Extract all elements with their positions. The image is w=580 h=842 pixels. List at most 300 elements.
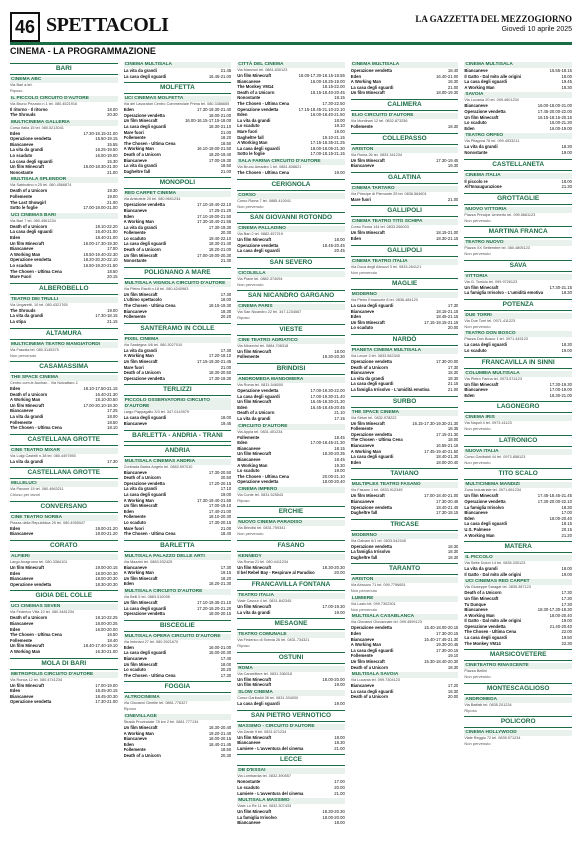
city-heading: ERCHIE <box>237 506 345 518</box>
film-title: Un film Minecraft <box>123 252 158 258</box>
showtimes: 18.15-21.15 <box>436 308 459 314</box>
film-title: The Chosen - Ultima Cena <box>10 632 62 638</box>
cinema-name: CINEMA TEATRO TITO SCHIPA <box>351 219 459 225</box>
film-title: Biancaneve <box>237 740 261 746</box>
film-title: Un film Minecraft <box>10 565 44 571</box>
film-title: Un film Minecraft <box>350 157 385 163</box>
cinema-name: TEATRO NUOVO <box>464 240 572 246</box>
showtimes: 17.00-20.10-18.30 <box>83 402 118 408</box>
showtimes: 18.00 <box>334 820 345 826</box>
showtimes: 17.30 <box>447 364 459 370</box>
showtimes: 18.00-20.15 <box>208 611 232 617</box>
showtimes: 17.00-19.00 <box>549 387 572 393</box>
film-title: La casa degli sguardi <box>123 73 167 79</box>
film-title: Eden <box>123 508 134 514</box>
cinema-name: MODERNO <box>351 292 459 298</box>
film-title: Biancaneve <box>237 820 261 826</box>
showtime-row <box>237 701 345 707</box>
film-title: La casa degli sguardi <box>123 491 167 497</box>
showtimes: 17.30-20.00-22.10 <box>537 498 572 504</box>
city-heading: POLICORO <box>464 716 572 728</box>
cinema-name: MODERNO <box>351 533 459 539</box>
cinema-status: Chiuso per lavori <box>10 492 41 498</box>
showtimes: 18.40-21.30 <box>436 454 459 460</box>
cinema-address: Centro com.le Auchan - Via Noicattaro 2 <box>10 381 78 386</box>
city-heading: FRANCAVILLA IN SINNI <box>464 357 572 369</box>
cinema-name: CINEMA ITALIA <box>464 173 572 179</box>
cinema-name: CINEMA HOLLYWOOD <box>464 730 572 736</box>
showtimes: 20.20 <box>220 667 232 673</box>
showtimes: 20.45 <box>334 248 345 254</box>
showtimes: 17.00 <box>334 779 345 785</box>
showtimes: 18.00-20.40 <box>436 459 459 465</box>
showtimes: 18.00-20.00 <box>322 676 345 682</box>
showtimes: 18.20-21.30 <box>208 581 232 587</box>
cinema-name: MULTISALA PALAZZO DELLE ARTI <box>124 554 232 560</box>
showtimes: 17.20-18.10 <box>208 353 232 359</box>
film-title: The Shrouds <box>10 307 36 313</box>
film-title: Lo scaduto <box>123 519 146 525</box>
showtimes: 18.50 <box>220 140 232 146</box>
showtime-row <box>351 90 459 96</box>
city-heading: CASTELLANETA <box>464 159 572 171</box>
showtime-row <box>351 197 459 203</box>
city-heading: POLIGNANO A MARE <box>124 267 232 279</box>
city-heading: FOGGIA <box>124 681 232 693</box>
showtimes: 16.00-20.00 <box>95 626 118 632</box>
film-title: La casa degli sguardi <box>123 241 167 247</box>
showtimes: 18.15 <box>561 521 572 527</box>
film-title: Operazione vendetta <box>123 375 165 381</box>
showtime-row <box>351 665 459 671</box>
showtimes: 16.15-17.30-19.30-21.30 <box>412 420 459 426</box>
showtimes: 18.30 <box>447 664 459 670</box>
film-title: Un film Minecraft <box>237 399 272 405</box>
showtime-row <box>464 150 572 156</box>
showtimes: 18.50-19.40-22.30 <box>83 251 118 257</box>
showtimes: 19.00-21.20 <box>95 525 118 531</box>
showtimes: 18.00 <box>334 734 345 740</box>
showtimes: 17.30-20.50 <box>208 469 232 475</box>
film-title: A Working Man <box>350 448 382 454</box>
film-title: Operazione vendetta <box>123 202 165 208</box>
film-title: Biancaneve <box>464 103 488 109</box>
showtimes: 22.00 <box>561 629 572 635</box>
cinema-status: Non pervenuto <box>464 251 491 257</box>
film-title: The Shrouds <box>10 112 36 118</box>
cinema-name: TEATRO DEI TRULLI <box>10 297 118 303</box>
cinema-status: Riposo <box>10 88 23 93</box>
showtimes: 17.15-19.30-21.45 <box>196 359 232 364</box>
film-title: Nonostante <box>10 169 34 175</box>
cinema-address: Via Giovanni Giovannale tel. 099.4599123 <box>350 620 422 625</box>
film-title: La casa degli sguardi <box>350 84 394 90</box>
film-title: Death of a Unicorn <box>10 188 48 194</box>
film-title: Biancaneve <box>123 656 147 662</box>
film-title: La famiglia Irrisolvo - L'umidità emotiva <box>464 290 544 296</box>
film-title: Un film Minecraft <box>123 575 158 581</box>
cinema-name: MILLELUCI <box>10 481 118 487</box>
cinema-name: CORSO <box>237 193 345 199</box>
showtimes: 21.15 <box>107 318 118 324</box>
cinema-address: Contrada Barba Angelo tel. 0883.597010 <box>123 464 193 469</box>
city-heading: BARLETTA - ANDRIA - TRANI <box>124 430 232 442</box>
film-title: Operazione vendetta <box>350 359 392 364</box>
film-title: Biancaneve <box>350 683 375 689</box>
showtimes: 16.50 <box>107 632 118 638</box>
showtimes: 22.30 <box>561 640 572 646</box>
showtime-row <box>351 460 459 466</box>
showtime-row <box>237 479 345 485</box>
cinema-address: Via Pietro Farina tel. 0973.574123 <box>464 376 522 381</box>
cinema-status: Riposo <box>237 643 250 649</box>
city-heading: CONVERSANO <box>10 501 118 513</box>
showtimes: 17.30-20.15 <box>208 519 232 525</box>
showtimes: 18.30-21.00 <box>549 392 572 398</box>
cinema-address: Via Conte tel. 0831.525543 <box>237 492 284 497</box>
film-title: La casa degli sguardi <box>10 229 53 235</box>
film-title: Biancaneve <box>350 370 375 376</box>
cinema-status: Non pervenuto <box>464 459 491 465</box>
film-title: L'ultimo spettacolo <box>123 297 162 303</box>
showtime-row <box>10 531 118 537</box>
film-title: Operazione vendetta <box>350 431 392 437</box>
showtimes: 18.00 <box>334 237 345 242</box>
cinema-name: VITTORIA <box>464 274 572 280</box>
film-title: Un film Minecraft <box>237 682 272 688</box>
city-heading: VIESTE <box>237 324 345 336</box>
showtimes: 21.00 <box>220 525 232 531</box>
showtimes: 19.40-22.10 <box>208 235 232 241</box>
city-heading: CASTELLANA GROTTE <box>10 434 118 446</box>
showtimes: 15.30-18.40-20.30 <box>424 659 459 665</box>
film-title: Eden <box>123 581 134 587</box>
showtimes: 18.30 <box>447 688 459 694</box>
showtimes: 21.40-20.40 <box>549 623 572 629</box>
showtimes: 17.30-20.15 <box>436 631 459 637</box>
showtimes: 19.00 <box>334 700 345 706</box>
film-title: Eden <box>10 130 21 136</box>
film-title: Un film Minecraft <box>237 564 272 570</box>
film-title: Mare fuori <box>350 196 372 202</box>
showtime-row <box>124 421 232 427</box>
showtimes: 18.00-19.30 <box>436 90 459 96</box>
cinema-status: Non pervenuto <box>464 674 491 680</box>
cinema-name: TEATRO ORFEO <box>464 133 572 139</box>
showtimes: 21.15 <box>447 381 459 387</box>
city-heading: LATRONICO <box>464 435 572 447</box>
cinema-name: SAVOIA <box>464 92 572 98</box>
film-title: Follemente <box>350 426 373 432</box>
city-heading: GALLIPOLI <box>351 245 459 257</box>
city-heading: MONTESCAGLIOSO <box>464 683 572 695</box>
cinema-name: NUOVA ITALIA <box>464 449 572 455</box>
showtimes: 18.35 <box>447 426 459 432</box>
film-title: Operazione vendetta <box>464 108 506 114</box>
film-title: Lo scaduto <box>10 262 33 268</box>
film-title: Biancaneve <box>350 308 375 314</box>
cinema-name: MULTISALA SPLENDOR <box>10 177 118 183</box>
film-title: La vita da grandi <box>464 566 498 572</box>
film-title: Mare fuori <box>237 128 258 134</box>
showtimes: 21.30 <box>561 184 572 190</box>
showtime-row <box>10 170 118 176</box>
city-heading: TAVIANO <box>351 468 459 480</box>
film-title: Eden <box>10 626 21 632</box>
film-title: Un film Minecraft <box>464 493 499 499</box>
showtimes: 17.30-19.45 <box>436 157 459 163</box>
city-heading: TRICASE <box>351 519 459 531</box>
showtime-row <box>124 673 232 679</box>
film-title: La vita da grandi <box>237 609 271 615</box>
showtimes: 18.30 <box>447 375 459 381</box>
showtimes: 20.00 <box>447 694 459 700</box>
showtimes: 18.50 <box>107 268 118 274</box>
film-title: Operazione vendetta <box>350 543 392 549</box>
showtimes: 18.30 <box>107 188 118 194</box>
film-title: Dagheltre fall <box>350 510 378 516</box>
showtimes: 18.30-21.40 <box>208 241 232 247</box>
showtimes: 16.40-21.00 <box>436 73 459 79</box>
showtime-row <box>464 348 572 354</box>
newspaper-name: LA GAZZETTA DEL MEZZOGIORNO <box>415 14 572 24</box>
city-heading: GALATINA <box>351 172 459 184</box>
cinema-address: Via Mazzini tel. 0883.532425 <box>123 559 173 564</box>
showtimes: 18.00-20.40 <box>322 479 345 485</box>
cinema-address: Via Bari 7 tel. 080.4561234 <box>10 218 56 223</box>
film-title: Lumiere - L'avventura del cinema <box>237 745 304 751</box>
cinema-address: Viale Reggio 72 tel. 0835.971234 <box>464 736 521 741</box>
film-title: La vita da grandi <box>10 414 44 419</box>
cinema-name: RED CARPET CINEMA <box>124 191 232 197</box>
film-title: The Chosen - Ultima Cena <box>123 303 176 309</box>
showtimes: 17.30 <box>561 595 572 601</box>
showtimes: 18.30 <box>561 504 572 510</box>
cinema-address: Via Abruzzo 71 tel. 099.7796651 <box>350 583 406 588</box>
cinema-address: Via Belli 5 tel. 0883.510098 <box>123 595 170 600</box>
film-title: Un film Minecraft <box>10 164 44 170</box>
city-heading: BISCEGLIE <box>124 620 232 632</box>
cinema-address: Via Due Torri tel. 0971.411223 <box>464 318 516 323</box>
cinema-name: MULTISALA CINEMAS ANDRIA <box>124 459 232 465</box>
showtimes: 18.00-20.25 <box>95 621 118 627</box>
showtimes: 19.00-21.20 <box>95 531 118 537</box>
cinema-name: NUOVO VITTORIA <box>464 207 572 213</box>
city-heading: FRANCAVILLA FONTANA <box>237 579 345 591</box>
cinema-address: Via Dante 9 tel. 0831.671234 <box>237 729 287 734</box>
showtimes: 16.10-19.00-21.50 <box>196 146 232 152</box>
showtime-row <box>237 248 345 254</box>
cinema-name: CINEMA IRIS <box>464 415 572 421</box>
showtime-row <box>351 510 459 516</box>
listing-column <box>237 60 345 838</box>
city-heading: SAN PIETRO VERNOTICO <box>237 710 345 722</box>
film-title: Sotto le foglie <box>10 205 38 211</box>
film-title: Eden <box>10 570 21 576</box>
showtime-row <box>351 325 459 331</box>
cinema-name: KENNEDY <box>237 554 345 560</box>
showtimes: 19.00 <box>561 348 572 353</box>
film-title: A Working Man <box>237 462 268 468</box>
film-title: Un film Minecraft <box>350 659 385 665</box>
cinema-name: ROMA <box>237 666 345 672</box>
showtimes: 18.00-20.15 <box>208 736 232 742</box>
showtimes: 19.00 <box>220 491 232 497</box>
cinema-name: ANDROMEDA <box>464 697 572 703</box>
cinema-name: ARISTON <box>351 577 459 583</box>
film-title: La casa degli sguardi <box>350 381 394 387</box>
cinema-name: IL PICCOLO CIRCUITO D'AUTORE <box>10 96 118 102</box>
city-heading: FASANO <box>237 540 345 552</box>
cinema-address: Corso Garibaldi 38 tel. 0831.334000 <box>237 695 299 700</box>
film-title: Eden <box>123 741 134 747</box>
film-title: Eden <box>123 644 134 650</box>
film-title: Un film Minecraft <box>350 90 385 96</box>
cinema-address: Via Piave tel. 0882.374094 <box>237 276 283 281</box>
cinema-address: Via Aristotele 20 tel. 080.9691234 <box>123 197 181 202</box>
showtimes: 18.30 <box>561 84 572 90</box>
city-heading: SAVA <box>464 260 572 272</box>
film-title: Dagheltre fall <box>237 134 264 140</box>
showtimes: 21.00 <box>107 199 118 205</box>
film-title: Un film Minecraft <box>237 237 272 242</box>
cinema-address: Via Lucania 20 tel. 099.4601234 <box>464 98 519 103</box>
film-title: The Chosen - Ultima Cena <box>237 100 290 106</box>
showtimes: 18.30 <box>447 554 459 560</box>
city-heading: LAGONEGRO <box>464 401 572 413</box>
showtimes: 16.00-20.30 <box>208 650 232 656</box>
showtimes: 21.00 <box>447 196 459 202</box>
film-title: Dagheltre fall <box>123 168 151 174</box>
showtimes: 19.00-20.15 <box>95 565 118 571</box>
showtimes: 18.45 <box>334 434 345 440</box>
cinema-status: Non pervenuto <box>350 606 378 612</box>
showtimes: 19.50 <box>561 635 572 641</box>
cinema-name: TEATRO ITALIA <box>237 593 345 599</box>
cinema-name: SALA FARINA CIRCUITO D'AUTORE <box>237 159 345 165</box>
city-heading: MARSICOVETERE <box>464 649 572 661</box>
cinema-address: Via Fraudia tel. 080.3145375 <box>10 347 59 352</box>
showtime-row <box>10 425 118 431</box>
cinema-status: Riposo <box>237 315 250 321</box>
film-title: Biancaneve <box>10 531 34 537</box>
cinema-name: UCI CINEMAS BARI <box>10 213 118 219</box>
film-title: Follemente <box>237 354 260 360</box>
film-title: Un film Minecraft <box>123 661 158 667</box>
cinema-address: Via Minervini tel. 0884.708318 <box>237 343 289 348</box>
showtimes: 18.00 <box>107 414 118 419</box>
city-heading: MOLFETTA <box>124 82 232 94</box>
showtimes: 17.00-19.30 <box>208 157 232 163</box>
showtimes: 20.50 <box>220 475 232 481</box>
showtime-row <box>237 570 345 576</box>
cinema-name: NUOVO CINEMA PARADISO <box>237 520 345 526</box>
cinema-address: Via Galvani 6/1 tel. 0833.542345 <box>350 538 406 543</box>
film-title: A Working Man <box>464 532 495 538</box>
film-title: Biancaneve <box>464 510 488 516</box>
film-title: Biancaneve <box>123 308 147 314</box>
film-title: La vita da grandi <box>10 458 44 464</box>
cinema-address: Via Lucania tel. 099.7304123 <box>350 678 400 683</box>
film-title: Follemente <box>10 637 33 643</box>
cinema-address: Piazza Principe Umberto tel. 099.5661123 <box>464 212 536 217</box>
showtimes: 17.30-19.30 <box>208 375 232 381</box>
film-title: Biancaneve <box>10 693 34 699</box>
cinema-name: ALTROCINEMA <box>124 695 232 701</box>
showtimes: 19.30-20.45 <box>436 642 459 648</box>
film-title: Death of a Unicorn <box>350 664 389 670</box>
showtimes: 18.30 <box>561 342 572 348</box>
cinema-name: ARISTON <box>351 147 459 153</box>
film-title: Eden <box>237 440 248 446</box>
showtimes: 18.40-21.45 <box>436 504 459 510</box>
film-title: Death of a Unicorn <box>123 370 161 376</box>
showtimes: 18.30 <box>447 549 459 555</box>
showtimes: 18.00-17.30-18.15-18.55 <box>298 73 345 78</box>
showtimes: 18.10-22.25 <box>95 615 118 621</box>
film-title: La casa degli sguardi <box>464 521 507 527</box>
showtimes: 15.30 <box>107 158 118 164</box>
showtimes: 18.30-21.10 <box>208 123 232 129</box>
film-title: Eden <box>237 112 248 118</box>
film-title: Un film Minecraft <box>350 493 385 499</box>
showtime-row <box>351 555 459 561</box>
cinema-name: CINEMA PALLADINO <box>237 226 345 232</box>
cinema-status: Non pervenuto <box>464 741 491 747</box>
city-heading: SURBO <box>351 396 459 408</box>
film-title: Nonostante <box>237 779 261 785</box>
film-title: Follemente <box>10 194 33 200</box>
film-title: Operazione vendetta <box>10 257 52 263</box>
showtimes: 21.00 <box>447 84 459 90</box>
showtimes: 17.30-22.50 <box>322 100 345 106</box>
film-title: La vita da grandi <box>237 117 271 123</box>
showtime-row <box>237 682 345 688</box>
showtimes: 19.00 <box>334 609 345 615</box>
film-title: La vita da grandi <box>123 347 157 353</box>
film-title: Tu Dunque <box>464 601 486 607</box>
cinema-name: MULTISALA OPERA CIRCUITO D'AUTORE <box>124 634 232 640</box>
cinema-name: THE SPACE CINEMA <box>10 375 118 381</box>
film-title: La casa degli sguardi <box>464 79 507 85</box>
showtime-row <box>10 319 118 325</box>
cinema-address: Via Sette Dolori 14 tel. 0835.330123 <box>464 561 526 566</box>
cinema-address: Via Sirtori tel. 0832.978222 <box>350 415 397 420</box>
showtimes: 18.40-21.00 <box>95 235 118 240</box>
showtimes: 21.00 <box>220 364 232 370</box>
showtimes: 19.45 <box>561 79 572 85</box>
film-title: Biancaneve <box>123 564 147 570</box>
showtime-row <box>237 151 345 157</box>
film-title: Death of a Unicorn <box>123 475 161 481</box>
cinema-address: Largo Anagrumo tel. 080.3384101 <box>10 560 68 565</box>
film-title: Death of a Unicorn <box>123 247 161 253</box>
film-title: Follemente <box>123 747 146 753</box>
showtimes: 18.15-18.40-20.45 <box>310 89 345 95</box>
film-title: Biancaneve <box>10 621 34 627</box>
showtimes: 17.25-21.20 <box>208 207 232 213</box>
showtimes: 21.20 <box>561 532 572 538</box>
showtimes: 18.50 <box>107 419 118 425</box>
showtimes: 21.00 <box>220 129 232 135</box>
cinema-name: TEATRO COMUNALE <box>237 632 345 638</box>
showtimes: 18.00-20.30 <box>95 576 118 582</box>
film-title: La vita da grandi <box>123 163 157 169</box>
film-title: Un film Minecraft <box>123 118 158 124</box>
showtimes: 18.30 <box>447 123 459 129</box>
film-title: Death of a Unicorn <box>237 410 275 416</box>
cinema-name: CINEMA IMPERO <box>237 487 345 493</box>
